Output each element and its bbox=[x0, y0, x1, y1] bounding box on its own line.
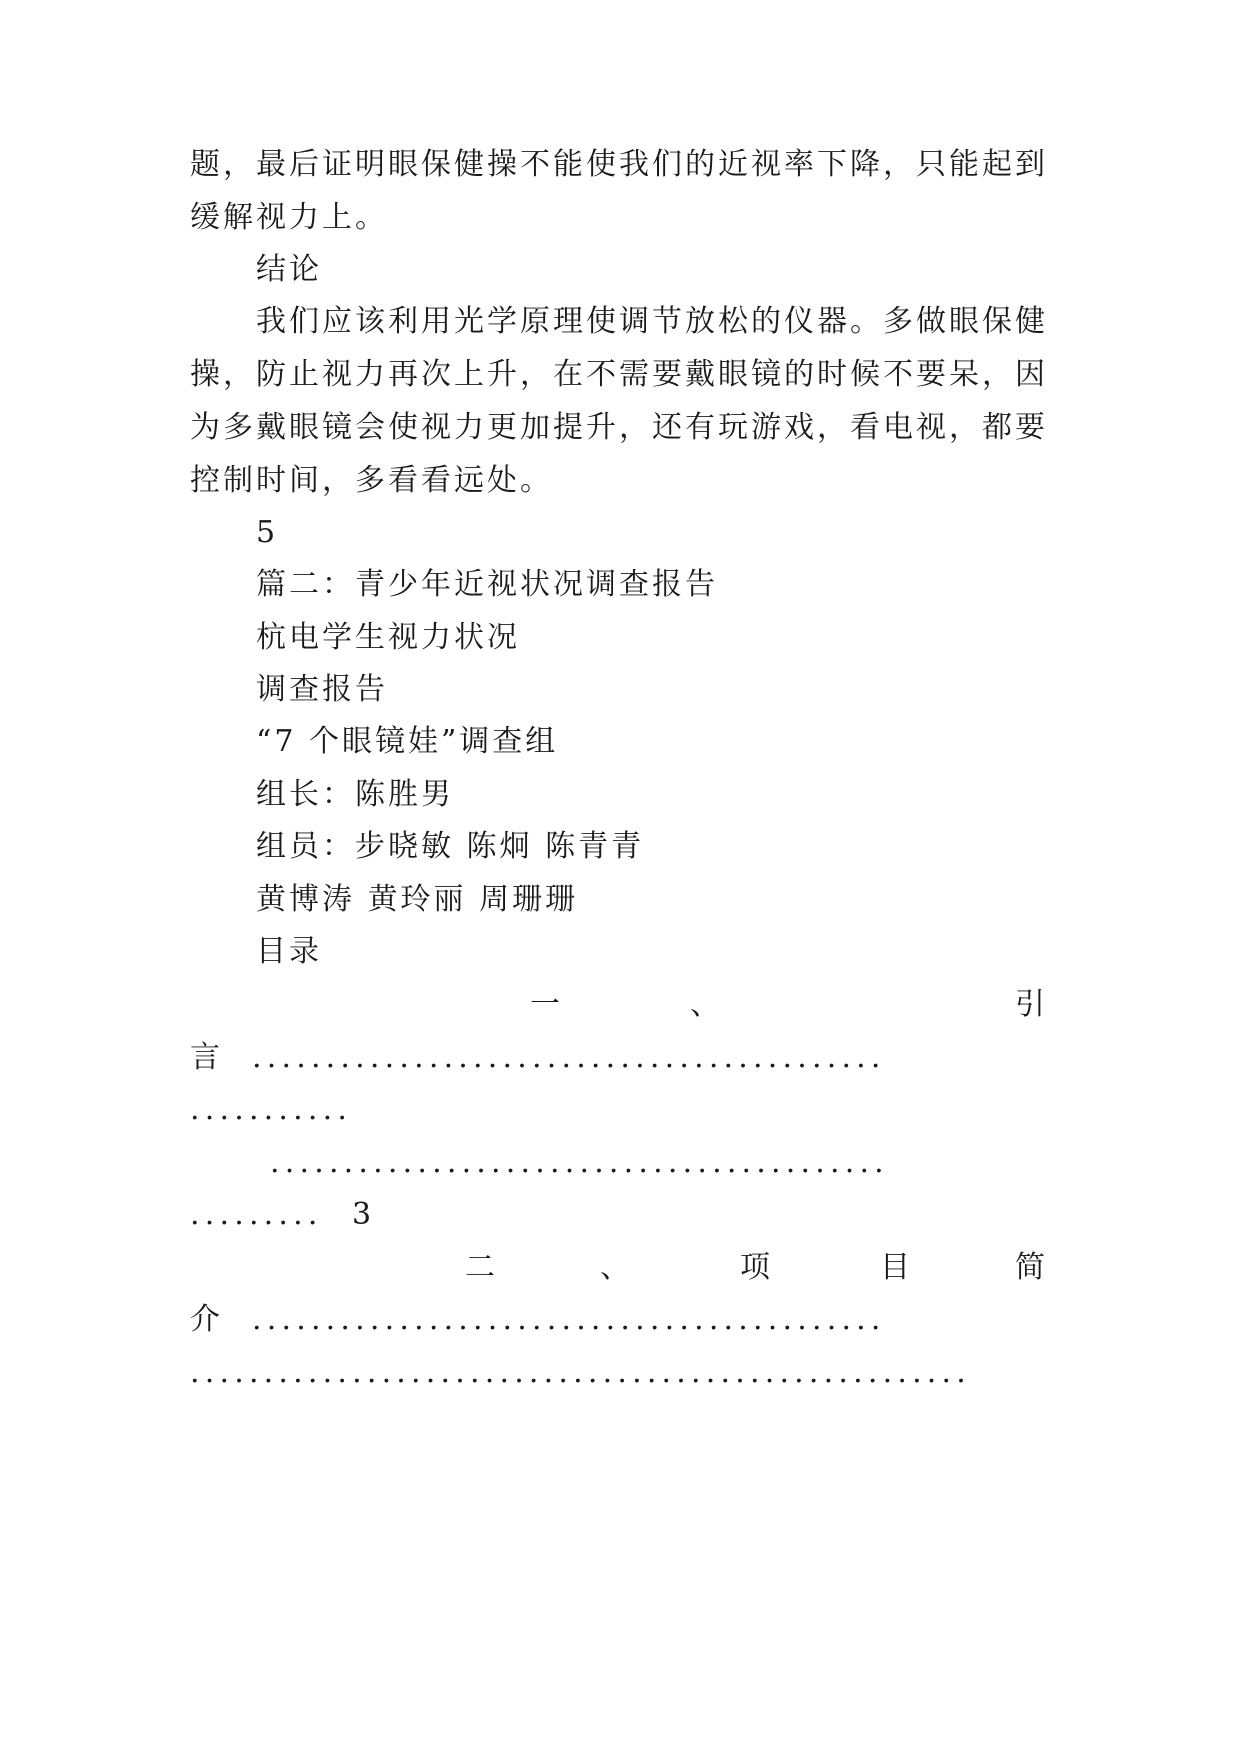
toc-leader-dots: .......................................... bbox=[270, 1145, 889, 1180]
toc-leader-dots: ........................................... bbox=[252, 1302, 886, 1337]
group-name: “7 个眼镜娃”调查组 bbox=[256, 724, 559, 759]
toc-text: 项 bbox=[740, 1250, 770, 1285]
toc-text: 、 bbox=[600, 1250, 630, 1285]
toc-leader-dots: ........... bbox=[190, 1092, 353, 1127]
toc-leader-dots: ......... bbox=[190, 1197, 323, 1232]
toc-text: 一 bbox=[530, 987, 560, 1022]
body-text-line: 控制时间，多看看远处。 bbox=[190, 463, 553, 498]
body-text-line: 题，最后证明眼保健操不能使我们的近视率下降，只能起到 bbox=[190, 147, 1048, 182]
report-title: 杭电学生视力状况 bbox=[256, 620, 520, 655]
report-title: 调查报告 bbox=[256, 672, 388, 707]
body-text-line: 操，防止视力再次上升，在不需要戴眼镜的时候不要呆，因 bbox=[190, 357, 1048, 392]
toc-text: 、 bbox=[690, 987, 720, 1022]
toc-page-number: 3 bbox=[352, 1197, 372, 1232]
toc-heading: 目录 bbox=[256, 934, 322, 969]
toc-text: 介 bbox=[190, 1302, 220, 1337]
toc-text: 言 bbox=[190, 1040, 220, 1075]
chapter-title: 篇二：青少年近视状况调查报告 bbox=[256, 567, 718, 602]
toc-text: 目 bbox=[880, 1250, 910, 1285]
body-text-line: 我们应该利用光学原理使调节放松的仪器。多做眼保健 bbox=[256, 304, 1048, 339]
toc-leader-dots: ........................................... bbox=[252, 1040, 886, 1075]
toc-text: 简 bbox=[1015, 1250, 1045, 1285]
toc-text: 二 bbox=[465, 1250, 495, 1285]
page-number: 5 bbox=[256, 515, 279, 550]
toc-leader-dots: ..................................................... bbox=[190, 1355, 972, 1390]
body-text-line: 为多戴眼镜会使视力更加提升，还有玩游戏，看电视，都要 bbox=[190, 410, 1048, 445]
group-members: 组员：步晓敏 陈炯 陈青青 bbox=[256, 829, 645, 864]
group-members: 黄博涛 黄玲丽 周珊珊 bbox=[256, 882, 579, 917]
toc-text: 引 bbox=[1015, 987, 1045, 1022]
section-heading: 结论 bbox=[256, 252, 322, 287]
body-text-line: 缓解视力上。 bbox=[190, 200, 388, 235]
group-leader: 组长：陈胜男 bbox=[256, 777, 454, 812]
